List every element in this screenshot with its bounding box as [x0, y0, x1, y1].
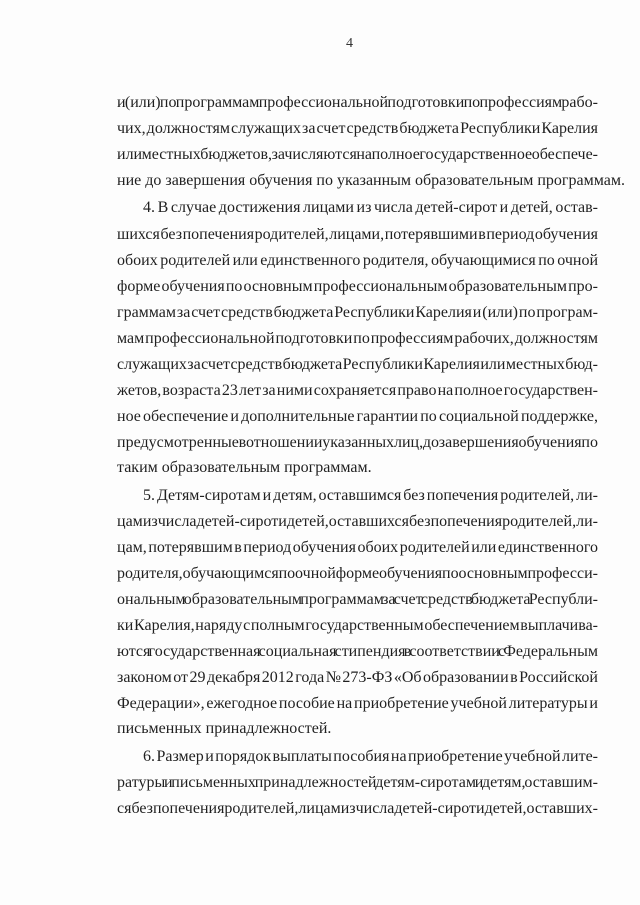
text-line: граммам за счет средств бюджета Республики Карелия и (или) по програм- [117, 304, 599, 321]
text-line: ние до завершения обучения по указанным образовательным программам. [117, 172, 625, 189]
text-line: цам из числа детей-сирот и детей, оставшихся без попечения родителей, ли- [117, 513, 598, 530]
text-line: 6. Размер и порядок выплаты пособия на приобретение учебной лите- [143, 748, 599, 765]
text-line: родителя, обучающимся по очной форме обучения по основным професси- [117, 565, 598, 582]
text-line: шихся без попечения родителей, лицами, потерявшими в период обучения [117, 226, 598, 243]
text-line: таким образовательным программам. [117, 459, 372, 476]
text-line: или местных бюджетов, зачисляются на полное государственное обеспече- [117, 146, 599, 163]
text-line: ются государственная социальная стипендия в соответствии с Федеральным [117, 643, 598, 660]
text-line: ки Карелия, наряду с полным государственным обеспечением выплачива- [117, 617, 599, 634]
text-line: чих, должностям служащих за счет средств бюджета Республики Карелия [117, 120, 598, 137]
text-line: ратуры и письменных принадлежностей детям-сиротам и детям, оставшим- [117, 774, 598, 791]
text-line: Федерации», ежегодное пособие на приобретение учебной литературы и [117, 695, 598, 712]
text-line: 5. Детям-сиротам и детям, оставшимся без попечения родителей, ли- [143, 487, 598, 504]
text-line: ональным образовательным программам за счет средств бюджета Республи- [117, 591, 598, 608]
text-line: ное обеспечение и дополнительные гарантии по социальной поддержке, [117, 408, 598, 425]
text-line: законом от 29 декабря 2012 года № 273-ФЗ «Об образовании в Российской [117, 669, 598, 686]
text-line: мам профессиональной подготовки по профессиям рабочих, должностям [117, 330, 598, 347]
text-line: 4. В случае достижения лицами из числа детей-сирот и детей, остав- [143, 199, 599, 216]
text-line: служащих за счет средств бюджета Республики Карелия или местных бюд- [117, 356, 599, 373]
text-line: предусмотренные в отношении указанных лиц, до завершения обучения по [117, 434, 598, 451]
text-line: ся без попечения родителей, лицам из числа детей-сирот и детей, оставших- [117, 800, 598, 817]
text-line: и (или) по программам профессиональной подготовки по профессиям рабо- [117, 94, 598, 111]
text-line: письменных принадлежностей. [117, 720, 332, 737]
text-line: форме обучения по основным профессиональным образовательным про- [117, 278, 598, 295]
text-line: жетов, возраста 23 лет за ними сохраняется право на полное государствен- [117, 382, 599, 399]
text-line: цам, потерявшим в период обучения обоих родителей или единственного [117, 539, 598, 556]
text-line: обоих родителей или единственного родителя, обучающимися по очной [117, 252, 598, 269]
page-number: 4 [346, 36, 353, 51]
